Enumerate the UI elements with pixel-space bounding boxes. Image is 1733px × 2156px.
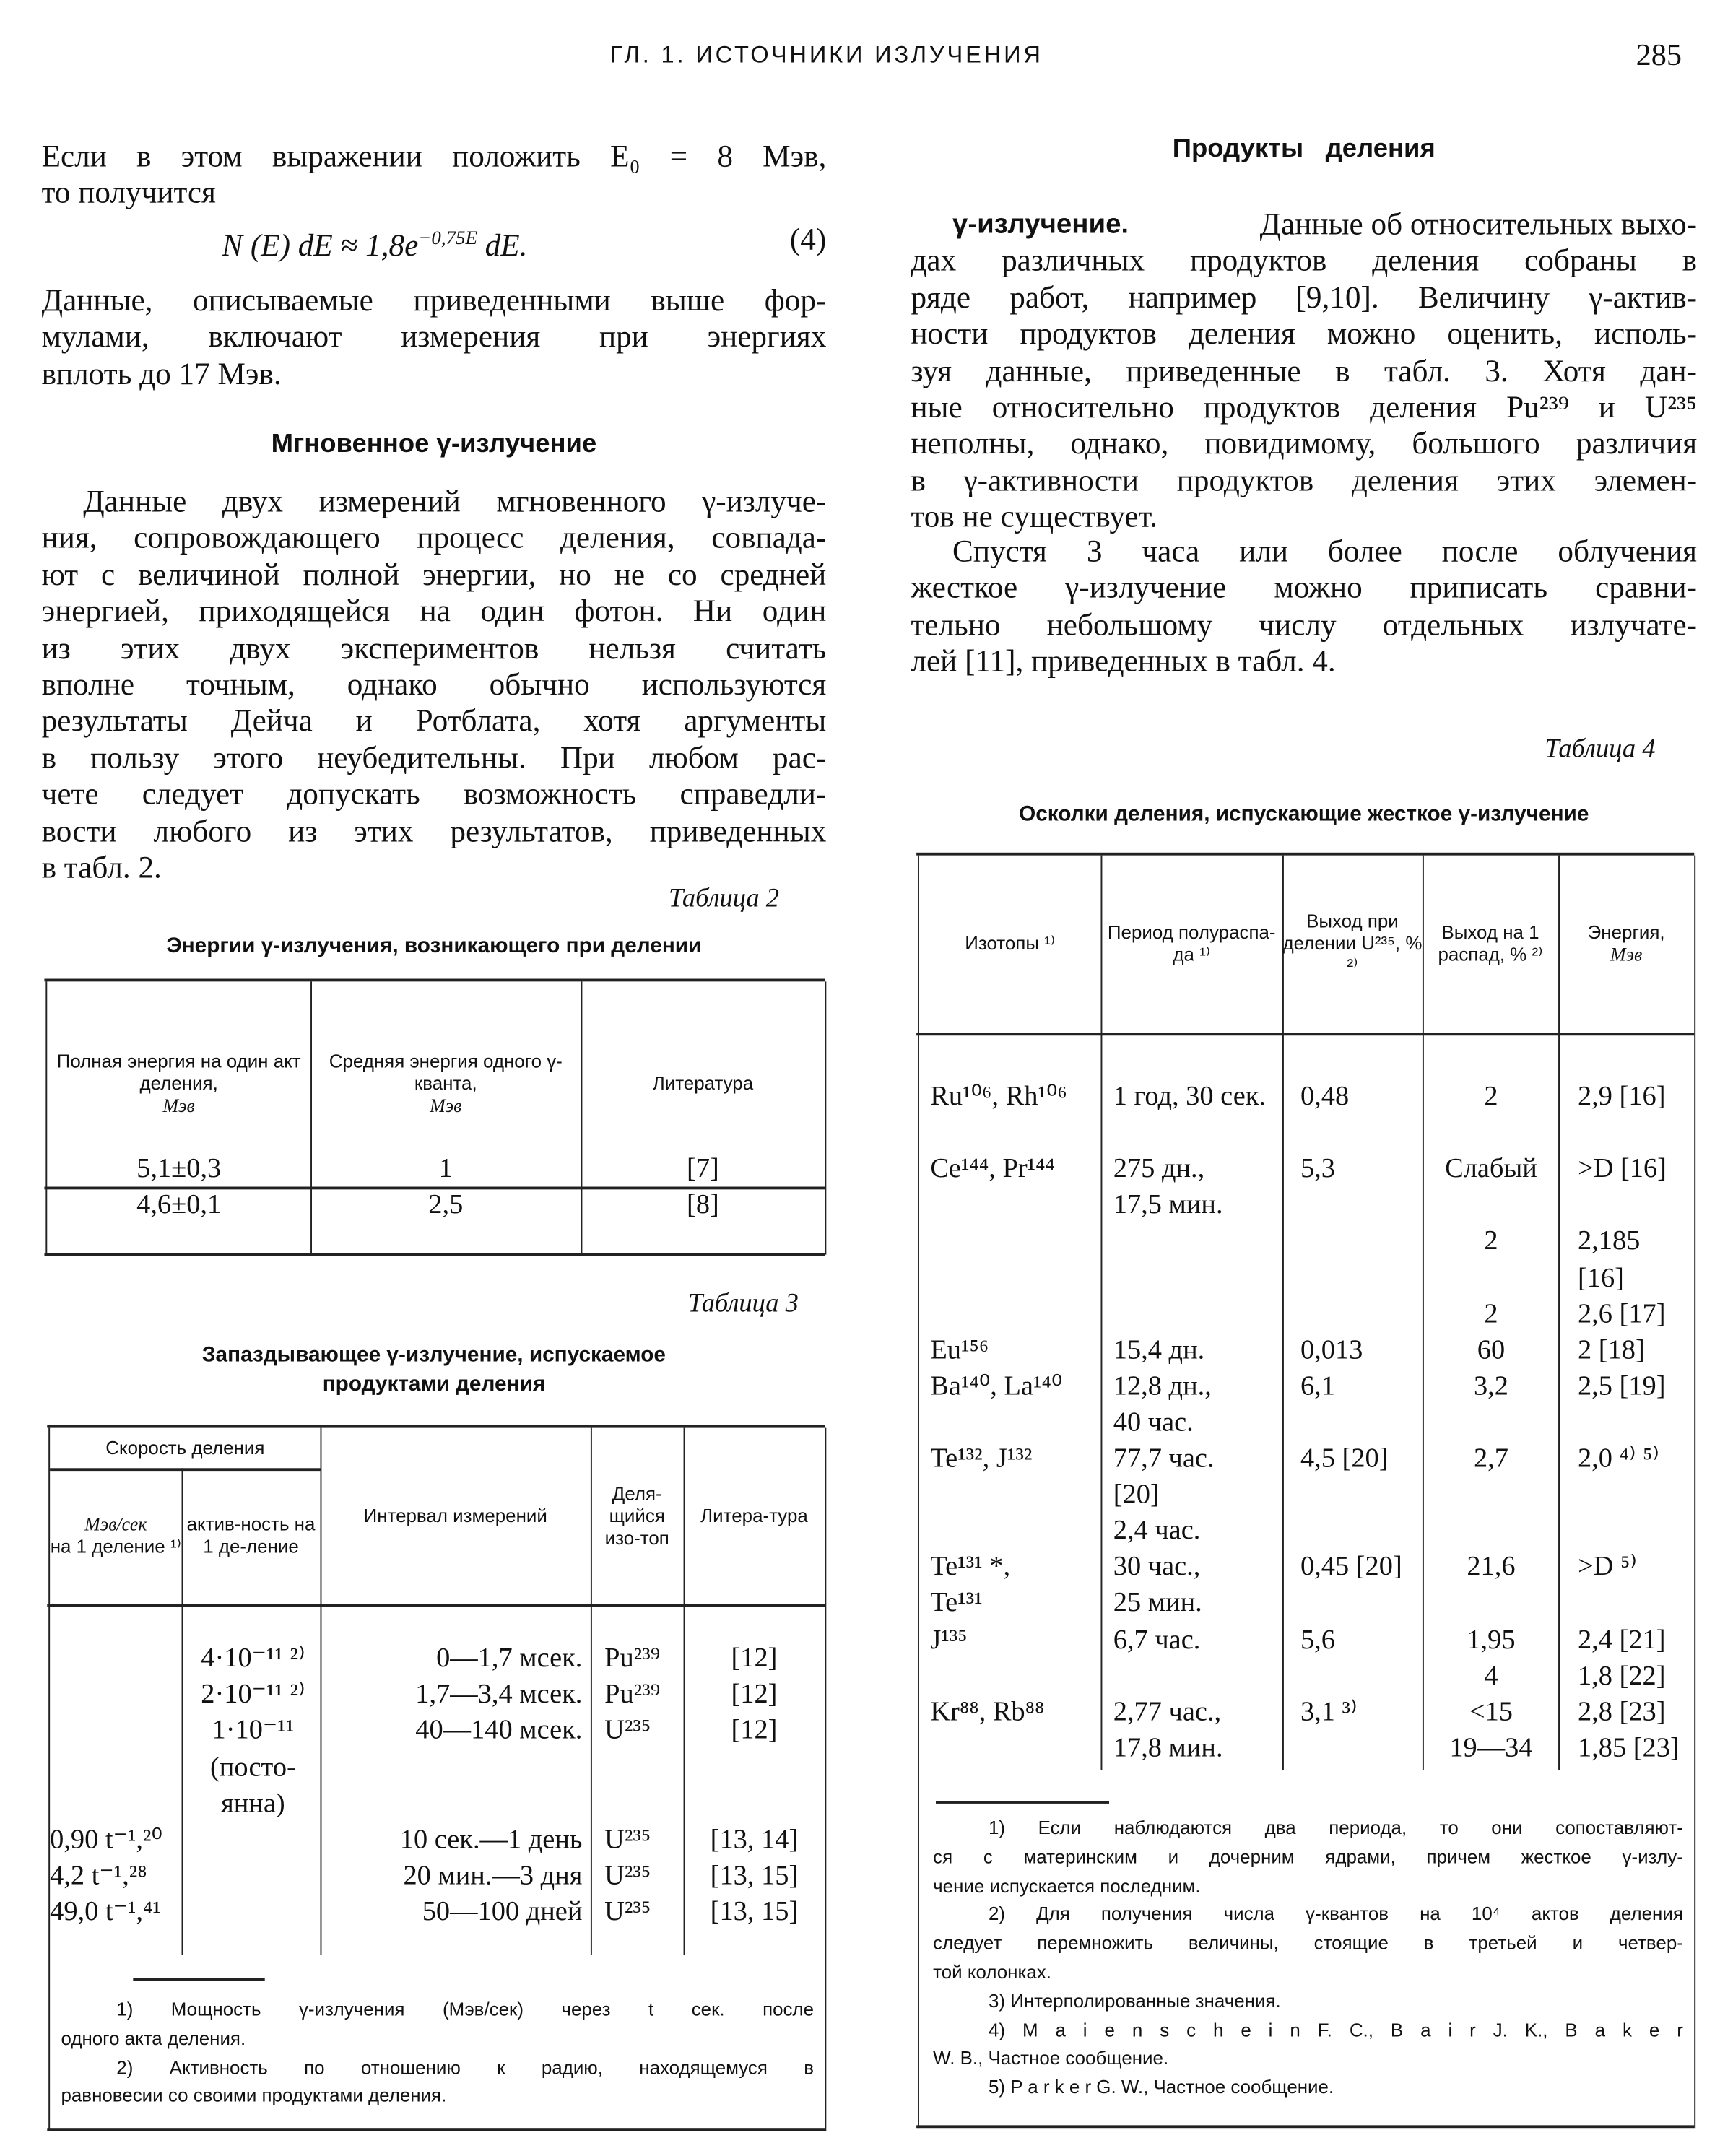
table-cell: 1,7—3,4 мсек.: [415, 1679, 583, 1710]
text-line: жесткое γ-излучение можно приписать сравни-: [911, 570, 1698, 605]
table-footnotes: [933, 1814, 1683, 2103]
table-cell: 2: [1484, 1226, 1498, 1257]
header-interval: [321, 1428, 591, 1604]
footnote-line: той колонках.: [933, 1961, 1051, 1983]
header-label: Выход при делении U²³⁵, % ²⁾: [1282, 910, 1423, 976]
footnote-line: 1) Если наблюдаются два периода, то они сопоставляют-: [988, 1817, 1683, 1838]
header-label: Скорость деления: [105, 1437, 265, 1458]
table-cell: 0,48: [1300, 1081, 1350, 1112]
table-cell: 17,8 мин.: [1113, 1732, 1223, 1763]
table-cell: 1 год, 30 сек.: [1113, 1081, 1267, 1112]
header-text: [364, 1505, 547, 1527]
table-cell: 60: [1477, 1334, 1506, 1365]
text-line: [911, 243, 1697, 280]
table-bottom-rule: [44, 1253, 825, 1256]
table-cell: 275 дн.,: [1113, 1153, 1205, 1185]
table-bottom-rule: [47, 2128, 825, 2131]
header-text: [1100, 922, 1282, 966]
table2-title: Энергии γ-излучения, возникающего при делении: [166, 934, 702, 958]
header-text: [47, 1051, 310, 1117]
table-cell: янна): [221, 1788, 285, 1819]
header-text: [591, 1482, 684, 1549]
table-cell: 5,1±0,3: [136, 1153, 222, 1184]
text-line: то получится: [41, 175, 216, 210]
footnote-line: 5) P a r k e r G. W., Частное сообщение.: [988, 2077, 1334, 2098]
header-label: Средняя энергия одного γ-кванта,: [329, 1051, 563, 1094]
header-fission-yield: [1282, 856, 1423, 1033]
text-line: вплоть до 17 Мэв.: [41, 356, 282, 391]
table-cell: [20]: [1113, 1479, 1160, 1510]
header-text: [105, 1437, 264, 1459]
header-label: актив-ность на 1 де-ление: [186, 1513, 316, 1557]
table4-label: Таблица 4: [1545, 734, 1656, 764]
footnote-line: следует перемножить величины, стоящие в третьей и четвер-: [933, 1932, 1683, 1954]
formula-number: (4): [789, 222, 827, 257]
header-text: [653, 1073, 753, 1095]
footnote-line: 2) Активность по отношению к радию, находящемуся в: [116, 2056, 815, 2078]
header-fission-rate: [50, 1428, 320, 1469]
table3-title-line: Запаздывающее γ-излучение, испускаемое: [201, 1343, 666, 1368]
formula-4: [222, 222, 827, 263]
table-cell: 4,6±0,1: [136, 1189, 222, 1220]
table-cell: 2,7: [1473, 1443, 1508, 1474]
table-cell: Ru¹⁰⁶, Rh¹⁰⁶: [930, 1081, 1067, 1112]
formula-lhs: N (E) dE ≈ 1,8e: [222, 227, 419, 263]
table-cell: 1·10⁻¹¹: [212, 1715, 295, 1747]
table-cell: 1,85 [23]: [1577, 1732, 1680, 1763]
table-cell: Ce¹⁴⁴, Pr¹⁴⁴: [930, 1153, 1055, 1185]
text-span: ные относительно продуктов деления Pu²³⁹ и U²³⁵: [911, 389, 1698, 425]
table-cell: 2: [1484, 1081, 1498, 1112]
page-number: 285: [1636, 37, 1682, 72]
footnote-line: 3) Интерполированные значения.: [988, 1990, 1281, 2012]
text-line: Данные, описываемые приведенными выше фор-: [41, 282, 827, 318]
text-line: [911, 463, 1697, 500]
footnote-rule: [936, 1801, 1109, 1804]
table-cell: [16]: [1577, 1262, 1624, 1293]
table-cell: Ba¹⁴⁰, La¹⁴⁰: [930, 1370, 1063, 1401]
table-cell: [12]: [731, 1715, 778, 1747]
table2-label: Таблица 2: [668, 884, 780, 914]
table-cell: [12]: [731, 1679, 778, 1710]
table-cell: U²³⁵: [604, 1897, 651, 1928]
footnote-rule: [133, 1978, 264, 1981]
table-cell: 6,1: [1300, 1370, 1335, 1401]
unit-label: Мэв: [430, 1095, 462, 1116]
paragraph-2: [42, 484, 827, 886]
header-label: Энергия,: [1587, 921, 1665, 943]
text-line: лей [11], приведенных в табл. 4.: [911, 643, 1336, 679]
table-cell: 2,9 [16]: [1577, 1081, 1666, 1112]
text-span: в γ-активности продуктов деления этих элемен-: [911, 462, 1698, 497]
table-cell: 40—140 мсек.: [415, 1715, 583, 1747]
table-cell: 2: [1484, 1298, 1498, 1329]
text-line: из этих двух экспериментов нельзя считать: [41, 630, 827, 665]
text-span: ряде работ, например [9,10]. Величину γ-актив-: [911, 279, 1698, 315]
header-label: Деля-щийся изо-топ: [604, 1482, 669, 1548]
table-cell: U²³⁵: [604, 1824, 651, 1855]
table-cell: [12]: [731, 1643, 778, 1674]
text-line: в пользу этого неубедительны. При любом рас-: [41, 739, 827, 775]
table-cell: 50—100 дней: [422, 1897, 583, 1928]
paragraph-after-3-hours: [911, 534, 1697, 680]
table-cell: Pu²³⁹: [604, 1643, 661, 1674]
unit-label: Мэв: [1610, 944, 1643, 965]
text-line: мулами, включают измерения при энергиях: [41, 319, 827, 355]
table-cell: 2,5: [428, 1189, 464, 1220]
footnote-line: 1) Мощность γ-излучения (Мэв/сек) через t сек. после: [116, 1999, 815, 2020]
text-span: неполны, однако, повидимому, большого различия: [911, 426, 1698, 461]
table-cell: [13, 15]: [710, 1897, 799, 1928]
table-cell: 5,6: [1300, 1624, 1335, 1655]
text-span: Данные об относительных выхо-: [1259, 207, 1698, 242]
header-label: Литература: [652, 1073, 754, 1094]
table-cell: 77,7 час.: [1113, 1443, 1215, 1474]
header-text: [182, 1514, 321, 1558]
text-line: энергией, приходящейся на один фотон. Ни один: [41, 594, 827, 629]
footnote-line: ся с материнским и дочерним ядрами, причем жесткое γ-излу-: [933, 1846, 1683, 1867]
header-text: [1423, 922, 1558, 966]
table-cell: 15,4 дн.: [1113, 1334, 1205, 1365]
footnote-line: чение испускается последним.: [933, 1874, 1201, 1896]
table-cell: Te¹³¹ *,: [930, 1552, 1011, 1583]
section-heading-prompt-gamma: Мгновенное γ-излучение: [271, 430, 597, 459]
table-cell: J¹³⁵: [930, 1624, 968, 1655]
table-cell: 12,8 дн.,: [1113, 1370, 1212, 1401]
table-cell: 1,95: [1467, 1624, 1516, 1655]
table4-title: Осколки деления, испускающие жесткое γ-излучение: [1019, 802, 1589, 827]
table-cell: [13, 14]: [710, 1824, 799, 1855]
table-cell: 49,0 t⁻¹,⁴¹: [50, 1897, 161, 1928]
text-line: Если в этом выражении положить E₀ = 8 Мэв,: [41, 139, 827, 173]
footnote-line: равновесии со своими продуктами деления.: [61, 2085, 447, 2107]
header-half-life: [1100, 856, 1282, 1033]
table3-title: [42, 1341, 827, 1399]
table-cell: 2,4 час.: [1113, 1515, 1201, 1547]
header-label: Выход на 1 распад, % ²⁾: [1438, 921, 1543, 965]
table-cell: 2,6 [17]: [1577, 1298, 1666, 1329]
table-cell: 2,4 [21]: [1577, 1624, 1666, 1655]
table4: [918, 856, 1695, 2129]
header-mev-per-sec: [50, 1468, 181, 1604]
text-span: ности продуктов деления можно оценить, исполь-: [911, 316, 1698, 352]
table2: [45, 981, 826, 1254]
table-cell: 2,0 ⁴⁾ ⁵⁾: [1577, 1443, 1659, 1474]
header-energy: [1558, 856, 1694, 1033]
footnote-line: W. B., Частное сообщение.: [933, 2048, 1169, 2069]
table-cell: 0—1,7 мсек.: [436, 1643, 583, 1674]
table-cell: Eu¹⁵⁶: [930, 1334, 989, 1365]
table-cell: >D [16]: [1577, 1153, 1667, 1185]
header-text: [51, 1514, 181, 1558]
intro-text: [42, 139, 827, 212]
text-line: вполне точным, однако обычно используются: [41, 666, 827, 702]
header-label: Изотопы ¹⁾: [965, 933, 1056, 954]
header-label: Период полураспа-да ¹⁾: [1107, 921, 1276, 965]
table-cell: 2 [18]: [1577, 1334, 1645, 1365]
paragraph-lead: γ-излучение.: [952, 209, 1129, 240]
footnote-line: 4) M a i e n s c h e i n F. C., B a i r J. K., B a k e r: [988, 2019, 1683, 2040]
table3-label: Таблица 3: [687, 1289, 799, 1318]
table-cell: 25 мин.: [1113, 1588, 1202, 1619]
header-label: Литера-тура: [700, 1505, 808, 1526]
header-label: Полная энергия на один акт деления,: [56, 1051, 301, 1094]
table-cell: 2,5 [19]: [1577, 1370, 1666, 1401]
table-cell: 6,7 час.: [1113, 1624, 1201, 1655]
footnote-line: одного акта деления.: [61, 2027, 246, 2049]
text-line: [911, 207, 1697, 243]
text-line: [911, 426, 1697, 463]
header-text: [310, 1051, 581, 1117]
table-cell: 30 час.,: [1113, 1552, 1201, 1583]
table-cell: 0,013: [1300, 1334, 1363, 1365]
running-title: ГЛ. 1. ИСТОЧНИКИ ИЗЛУЧЕНИЯ: [609, 41, 1043, 69]
paragraph-gamma-radiation: [911, 207, 1697, 536]
text-line: тельно небольшому числу отдельных излучате-: [911, 607, 1698, 642]
text-line: [911, 316, 1697, 353]
table-cell: [8]: [687, 1189, 719, 1220]
unit-label: Мэв/сек: [84, 1513, 147, 1535]
table-cell: [7]: [687, 1153, 719, 1184]
text-span: тов не существует.: [911, 499, 1157, 534]
text-line: [911, 389, 1697, 426]
table-cell: 2,77 час.,: [1113, 1696, 1222, 1727]
header-text: [1588, 922, 1665, 966]
table-bottom-rule: [916, 2125, 1694, 2128]
table-cell: >D ⁵⁾: [1577, 1552, 1637, 1583]
text-line: [911, 499, 1697, 536]
header-references: [684, 1428, 825, 1604]
table-cell: 3,2: [1473, 1370, 1508, 1401]
table-cell: 10 сек.—1 день: [399, 1824, 583, 1855]
header-label: на 1 деление ¹⁾: [50, 1536, 181, 1557]
table3-title-line: продуктами деления: [322, 1372, 546, 1396]
table-cell: 20 мин.—3 дня: [403, 1861, 583, 1892]
header-label: Интервал измерений: [363, 1505, 547, 1526]
formula-rhs: dE.: [477, 227, 528, 263]
table-cell: 2,8 [23]: [1577, 1696, 1666, 1727]
table-cell: 21,6: [1467, 1552, 1516, 1583]
text-line: Спустя 3 часа или более после облучения: [952, 534, 1698, 569]
table-cell: 4·10⁻¹¹ ²⁾: [201, 1643, 305, 1674]
table-cell: Слабый: [1445, 1153, 1537, 1185]
formula-exponent: −0,75E: [418, 228, 477, 250]
text-line: вости любого из этих результатов, приведенных: [41, 813, 827, 848]
text-line: Данные двух измерений мгновенного γ-излуче-: [83, 484, 827, 519]
table-cell: 1: [438, 1153, 453, 1184]
table-cell: 40 час.: [1113, 1407, 1194, 1438]
table-cell: Te¹³², J¹³²: [930, 1443, 1033, 1474]
table-header-rule: [916, 1033, 1694, 1035]
table-cell: 4,5 [20]: [1300, 1443, 1389, 1474]
text-span: зуя данные, приведенные в табл. 3. Хотя дан-: [911, 352, 1698, 388]
table-cell: 0,90 t⁻¹,²⁰: [50, 1824, 162, 1855]
text-line: чете следует допускать возможность справедли-: [41, 776, 827, 812]
table-cell: 1,8 [22]: [1577, 1660, 1666, 1691]
table-cell: 2·10⁻¹¹ ²⁾: [201, 1679, 305, 1710]
table-cell: U²³⁵: [604, 1715, 651, 1747]
table-header-rule: [47, 1604, 825, 1607]
header-text: [965, 933, 1055, 955]
paragraph-1: [42, 283, 827, 393]
table-footnotes: [61, 1996, 814, 2112]
section-heading-fission-products: Продукты деления: [1172, 134, 1436, 164]
header-text: [1282, 910, 1423, 977]
text-line: результаты Дейча и Ротблата, хотя аргументы: [41, 703, 827, 739]
table-cell: 2,185: [1577, 1226, 1641, 1257]
header-decay-yield: [1423, 856, 1558, 1033]
header-isotope: [591, 1428, 684, 1604]
table-cell: 17,5 мин.: [1113, 1189, 1223, 1221]
table-cell: <15: [1469, 1696, 1513, 1727]
unit-label: Мэв: [162, 1095, 195, 1116]
footnote-line: 2) Для получения числа γ-квантов на 10⁴ актов деления: [988, 1903, 1683, 1925]
table-cell: Pu²³⁹: [604, 1679, 661, 1710]
table-cell: 4: [1484, 1660, 1498, 1691]
text-line: ния, сопровождающего процесс деления, совпада-: [41, 520, 827, 555]
table-cell: 4,2 t⁻¹,²⁸: [50, 1861, 147, 1892]
table-cell: Kr⁸⁸, Rb⁸⁸: [930, 1696, 1045, 1727]
text-line: ют с величиной полной энергии, но не со средней: [41, 557, 827, 592]
table-cell: 19—34: [1449, 1732, 1533, 1763]
text-line: [911, 353, 1697, 390]
text-span: дах различных продуктов деления собраны в: [911, 243, 1698, 278]
header-isotopes: [919, 856, 1101, 1033]
header-text: [700, 1505, 808, 1527]
table-cell: (посто-: [210, 1752, 296, 1783]
table-cell: 5,3: [1300, 1153, 1335, 1185]
text-line: [911, 279, 1697, 316]
table3: [48, 1428, 826, 2131]
table-cell: [13, 15]: [710, 1861, 799, 1892]
table-cell: Te¹³¹: [930, 1588, 983, 1619]
table-cell: 0,45 [20]: [1300, 1552, 1402, 1583]
table-cell: 3,1 ³⁾: [1300, 1696, 1358, 1727]
table-cell: U²³⁵: [604, 1861, 651, 1892]
header-activity: [182, 1468, 321, 1604]
text-line: в табл. 2.: [41, 849, 162, 884]
